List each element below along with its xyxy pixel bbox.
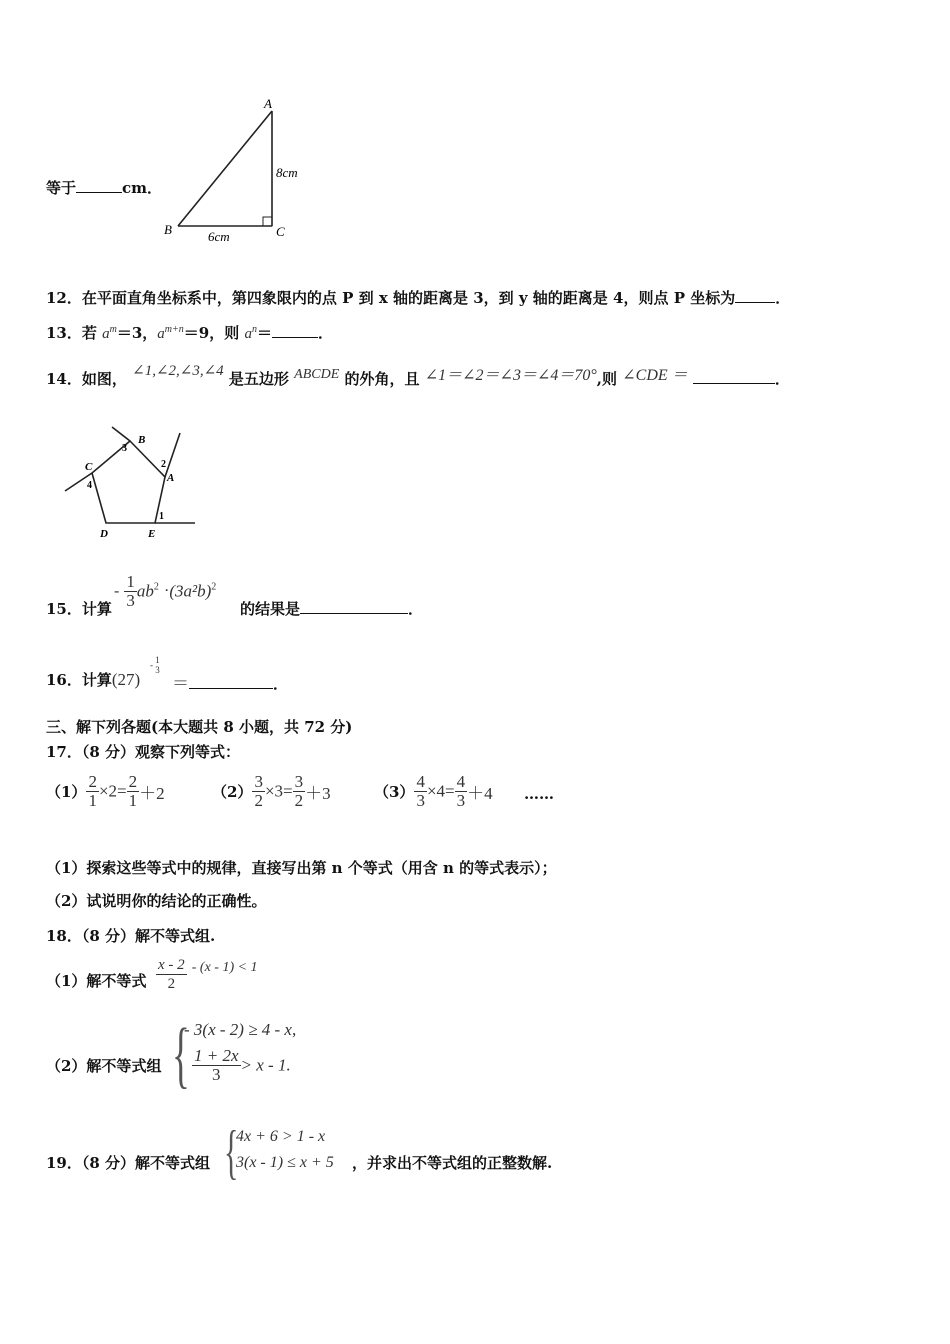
q17-eq-1: （1） $\frac{2}{1}$ ×2= $\frac{2}{1}$ ＋2 bbox=[46, 772, 165, 810]
svg-text:1: 1 bbox=[159, 511, 164, 522]
label-ac: 8cm bbox=[276, 165, 298, 180]
q18-part1-expr: $\frac{x - 2}{2}$ - (x - 1) < 1 bbox=[158, 957, 258, 992]
q18-part2: （2）解不等式组 bbox=[46, 1057, 162, 1075]
answer-blank[interactable] bbox=[735, 288, 775, 303]
answer-blank[interactable] bbox=[693, 369, 775, 384]
question-17-head: 17．（8 分）观察下列等式： bbox=[46, 743, 241, 761]
q11-line: 等于 cm． bbox=[46, 179, 163, 197]
svg-text:3: 3 bbox=[122, 443, 127, 454]
question-18-head: 18．（8 分）解不等式组. bbox=[46, 927, 216, 945]
question-12: 12．在平面直角坐标系中，第四象限内的点 P 到 x 轴的距离是 3，到 y 轴的距离是 4，则点 P 坐标为 ． bbox=[46, 289, 791, 307]
right-triangle-figure bbox=[160, 96, 310, 246]
q16-tail: ＝ ． bbox=[172, 674, 289, 693]
q15-tail: 的结果是 ． bbox=[240, 600, 424, 618]
q19-line2: 3(x - 1) ≤ x + 5 bbox=[236, 1154, 334, 1171]
svg-text:C: C bbox=[85, 461, 93, 473]
q17-equations bbox=[46, 773, 926, 821]
q18-part1: （1）解不等式 bbox=[46, 972, 147, 990]
q16-exponent: - 1 3 bbox=[150, 655, 160, 675]
q18-brace: { bbox=[172, 1014, 190, 1096]
q18-p2-line2: $\frac{1 + 2x}{3}$ > x - 1. bbox=[194, 1046, 291, 1084]
pentagon-figure bbox=[60, 425, 200, 545]
svg-text:4: 4 bbox=[87, 480, 92, 491]
question-19: 19．（8 分）解不等式组 bbox=[46, 1154, 211, 1172]
svg-text:A: A bbox=[167, 472, 175, 484]
q18-p2-line1: - 3(x - 2) ≥ 4 - x, bbox=[184, 1020, 297, 1039]
question-16: 16．计算(27) bbox=[46, 670, 141, 689]
label-a: A bbox=[264, 96, 272, 111]
q17-ellipsis: …… bbox=[524, 785, 554, 803]
svg-text:E: E bbox=[148, 528, 156, 540]
answer-blank[interactable] bbox=[272, 323, 318, 338]
svg-text:2: 2 bbox=[161, 459, 166, 470]
label-bc: 6cm bbox=[208, 229, 230, 244]
answer-blank[interactable] bbox=[189, 674, 273, 689]
answer-blank[interactable] bbox=[76, 178, 122, 193]
q17-eq-2: （2） $\frac{3}{2}$ ×3= $\frac{3}{2}$ ＋3 bbox=[212, 772, 331, 810]
q17-eq-3: （3） $\frac{4}{3}$ ×4= $\frac{4}{3}$ ＋4 bbox=[374, 772, 493, 810]
svg-text:D: D bbox=[100, 528, 108, 540]
q17-sub1: （1）探索这些等式中的规律，直接写出第 n 个等式（用含 n 的等式表示）； bbox=[46, 859, 557, 877]
q19-line1: 4x + 6 > 1 - x bbox=[236, 1128, 326, 1145]
label-b: B bbox=[164, 222, 172, 237]
label-c: C bbox=[276, 224, 285, 239]
question-15: 15．计算 bbox=[46, 600, 112, 618]
q15-expression: - $\frac{1}{3}$ $ab^2 \cdot(3a^2b)^2$ bbox=[114, 572, 217, 610]
question-13: 13．若 $a^m=3$，$a^{m+n}=9$，则 $a^n=$ ． bbox=[46, 324, 333, 342]
q19-tail: ，并求出不等式组的正整数解. bbox=[352, 1154, 553, 1172]
question-14: 14．如图， ∠1,∠2,∠3,∠4 是五边形 ABCDE 的外角，且 ∠1＝∠2＝∠3＝∠4＝70°,则 ∠CDE ＝ ． bbox=[46, 363, 790, 388]
q17-sub2: （2）试说明你的结论的正确性。 bbox=[46, 892, 267, 910]
q19-brace: { bbox=[224, 1119, 239, 1185]
svg-text:B: B bbox=[138, 434, 146, 446]
answer-blank[interactable] bbox=[300, 599, 408, 614]
section-3-title: 三、解下列各题(本大题共 8 小题，共 72 分) bbox=[46, 718, 353, 736]
